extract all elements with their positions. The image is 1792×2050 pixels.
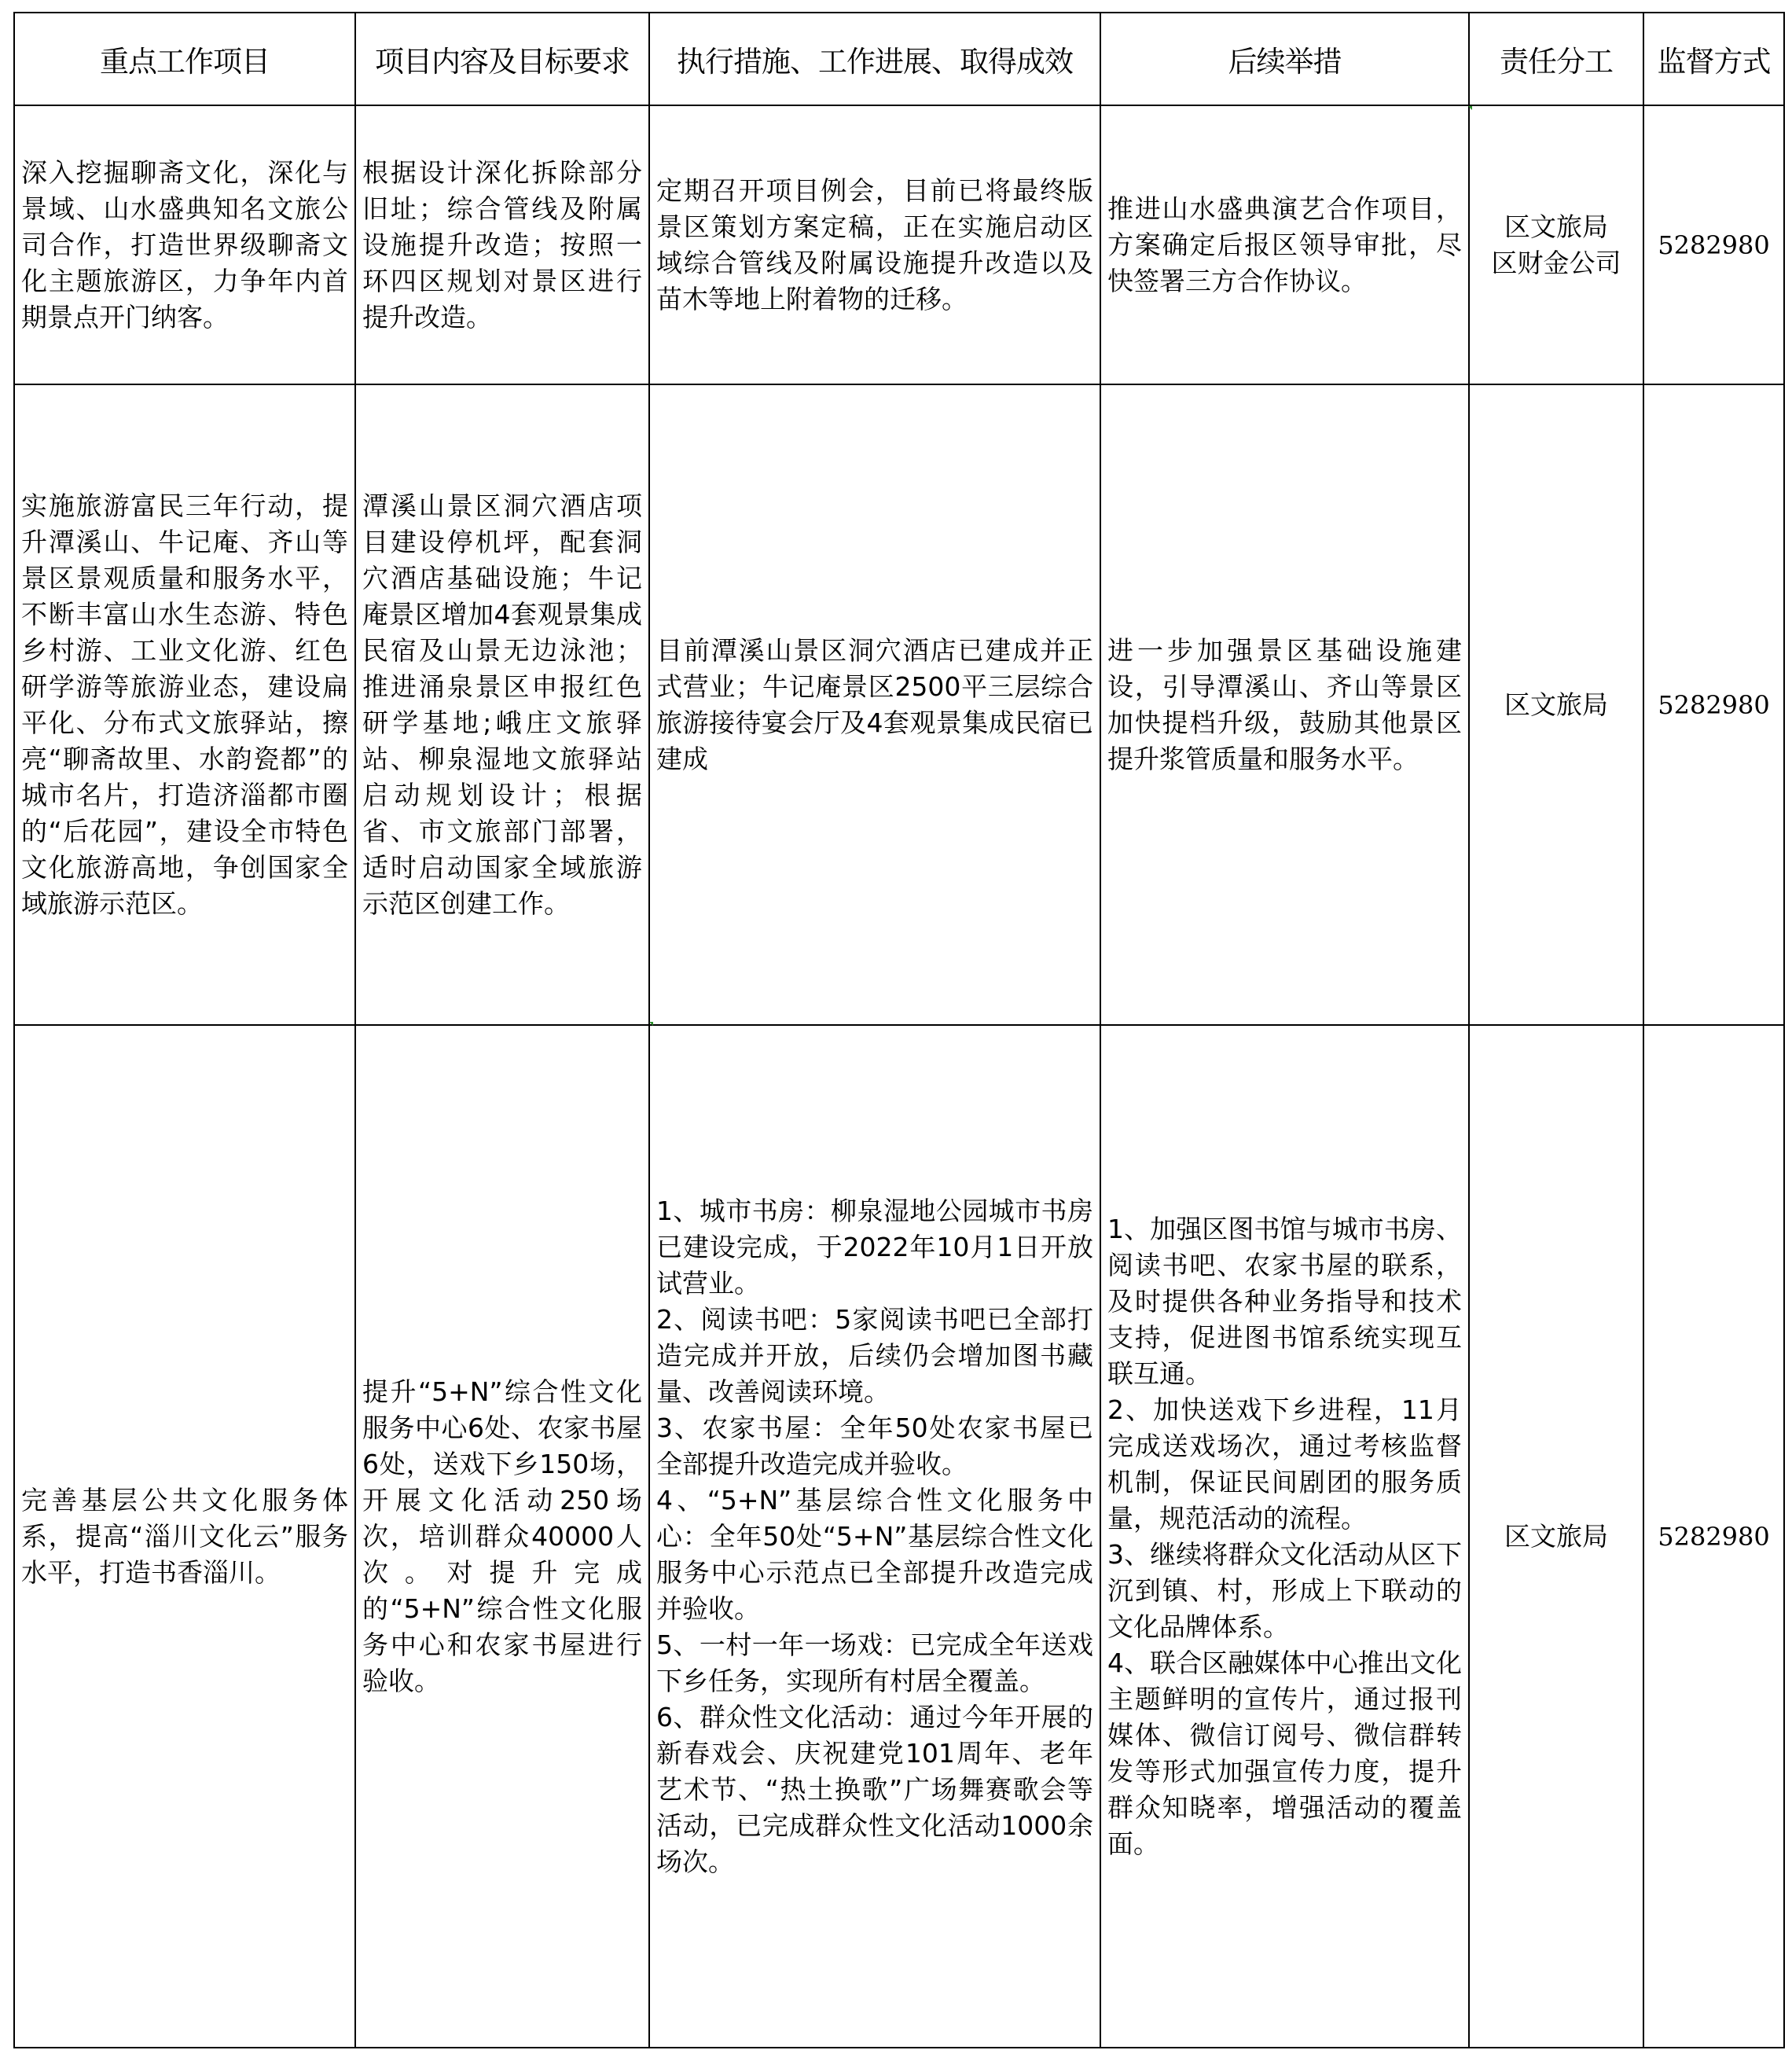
cell-project: 完善基层公共文化服务体系，提高“淄川文化云”服务水平，打造书香淄川。 — [14, 1025, 355, 2048]
cell-project: 实施旅游富民三年行动，提升潭溪山、牛记庵、齐山等景区景观质量和服务水平，不断丰富山水生态游、特色乡村游、工业文化游、红色研学游等旅游业态，建设扁平化、分布式文旅驿站，擦亮“聊斋故里、水韵瓷都”的城市名片，打造济淄都市圈的“后花园”，建设全市特色文化旅游高地，争创国家全域旅游示范区。 — [14, 384, 355, 1025]
header-measures-progress: 执行措施、工作进展、取得成效 — [649, 13, 1100, 105]
cell-followup: 1、加强区图书馆与城市书房、阅读书吧、农家书屋的联系，及时提供各种业务指导和技术支持，促进图书馆系统实现互联互通。 2、加快送戏下乡进程，11月完成送戏场次，通过考核监督机制，保证民间剧团的服务质量，规范活动的流程。 3、继续将群众文化活动从区下沉到镇、村，形成上下联动的文化品牌体系。 4、联合区融媒体中心推出文化主题鲜明的宣传片，通过报刊媒体、微信订阅号、微信群转发等形式加强宣传力度，提升群众知晓率，增强活动的覆盖面。 — [1100, 1025, 1469, 2048]
cell-responsible: 区文旅局 — [1469, 1025, 1643, 2048]
cell-supervision: 5282980 — [1643, 1025, 1784, 2048]
comment-marker-icon — [1468, 106, 1472, 110]
header-supervision: 监督方式 — [1643, 13, 1784, 105]
cell-responsible: 区文旅局 区财金公司 — [1469, 105, 1643, 384]
header-row — [14, 13, 1784, 105]
cell-content: 提升“5+N”综合性文化服务中心6处、农家书屋6处，送戏下乡150场，开展文化活动250场次，培训群众40000人次。对提升完成的“5+N”综合性文化服务中心和农家书屋进行验收。 — [355, 1025, 649, 2048]
header-responsibility: 责任分工 — [1469, 13, 1643, 105]
cell-progress: 定期召开项目例会，目前已将最终版景区策划方案定稿，正在实施启动区域综合管线及附属设施提升改造以及苗木等地上附着物的迁移。 — [649, 105, 1100, 384]
table-row — [14, 384, 1784, 1025]
table-row — [14, 1025, 1784, 2048]
header-content-goals: 项目内容及目标要求 — [355, 13, 649, 105]
work-progress-table — [13, 12, 1785, 2048]
cell-content: 潭溪山景区洞穴酒店项目建设停机坪，配套洞穴酒店基础设施；牛记庵景区增加4套观景集成民宿及山景无边泳池；推进涌泉景区申报红色研学基地;峨庄文旅驿站、柳泉湿地文旅驿站启动规划设计；根据省、市文旅部门部署，适时启动国家全域旅游示范区创建工作。 — [355, 384, 649, 1025]
header-key-project: 重点工作项目 — [14, 13, 355, 105]
cell-supervision: 5282980 — [1643, 105, 1784, 384]
table-row — [14, 105, 1784, 384]
cell-progress: 目前潭溪山景区洞穴酒店已建成并正式营业；牛记庵景区2500平三层综合旅游接待宴会厅及4套观景集成民宿已建成 — [649, 384, 1100, 1025]
cell-followup: 进一步加强景区基础设施建设，引导潭溪山、齐山等景区加快提档升级，鼓励其他景区提升浆管质量和服务水平。 — [1100, 384, 1469, 1025]
cell-supervision: 5282980 — [1643, 384, 1784, 1025]
comment-marker-icon — [649, 1022, 653, 1026]
cell-content: 根据设计深化拆除部分旧址；综合管线及附属设施提升改造；按照一环四区规划对景区进行提升改造。 — [355, 105, 649, 384]
cell-followup: 推进山水盛典演艺合作项目，方案确定后报区领导审批，尽快签署三方合作协议。 — [1100, 105, 1469, 384]
cell-progress: 1、城市书房：柳泉湿地公园城市书房已建设完成，于2022年10月1日开放试营业。 2、阅读书吧：5家阅读书吧已全部打造完成并开放，后续仍会增加图书藏量、改善阅读环境。 3、农家书屋：全年50处农家书屋已全部提升改造完成并验收。 4、“5+N”基层综合性文化服务中心：全年50处“5+N”基层综合性文化服务中心示范点已全部提升改造完成并验收。 5、一村一年一场戏：已完成全年送戏下乡任务，实现所有村居全覆盖。 6、群众性文化活动：通过今年开展的新春戏会、庆祝建党101周年、老年艺术节、“热土换歌”广场舞赛歌会等活动，已完成群众性文化活动1000余场次。 — [649, 1025, 1100, 2048]
cell-project: 深入挖掘聊斋文化，深化与景域、山水盛典知名文旅公司合作，打造世界级聊斋文化主题旅游区，力争年内首期景点开门纳客。 — [14, 105, 355, 384]
cell-responsible: 区文旅局 — [1469, 384, 1643, 1025]
header-follow-up: 后续举措 — [1100, 13, 1469, 105]
